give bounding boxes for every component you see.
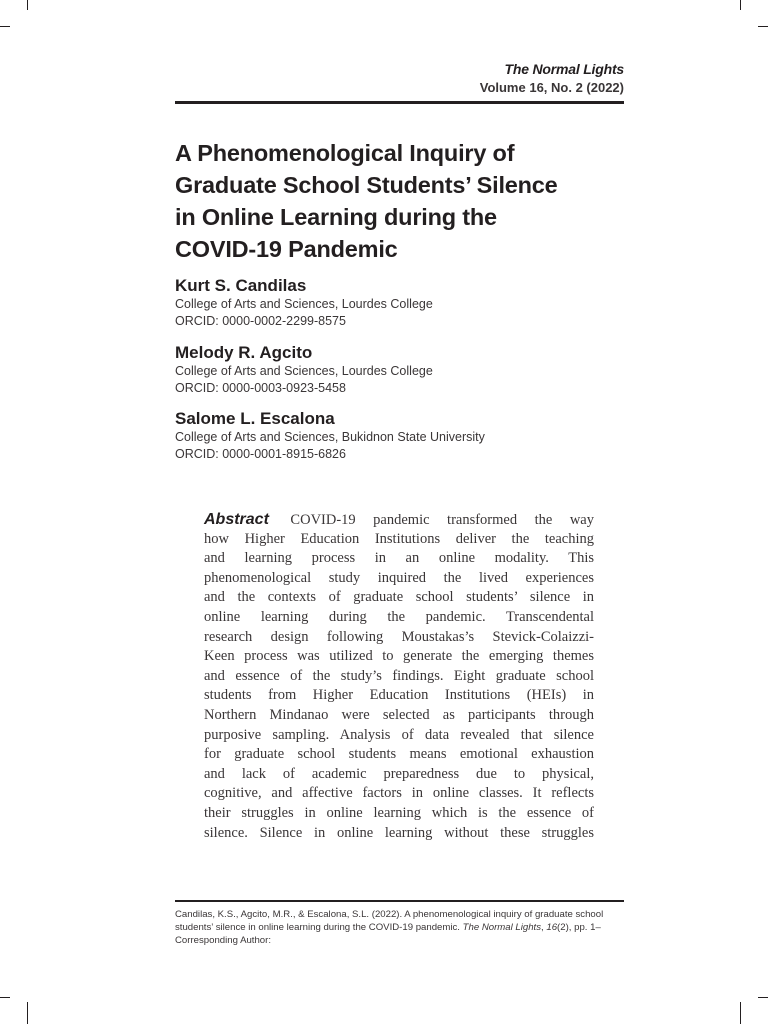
crop-mark-top-right-v [740,0,741,10]
abstract-line: cognitive, and affective factors in online classes. It reflects [204,785,594,802]
volume-issue: Volume 16, No. 2 (2022) [479,80,624,95]
abstract-line: and learning process in an online modality. This [204,550,594,567]
crop-mark-top-left-v [27,0,28,10]
crop-mark-top-right-h [758,26,768,27]
abstract-line: and essence of the study’s findings. Eight graduate school [204,667,594,684]
abstract-line: students from Higher Education Institutions (HEIs) in [204,687,594,704]
abstract [204,510,594,843]
citation-journal: The Normal Lights [462,922,542,933]
citation-line: Candilas, K.S., Agcito, M.R., & Escalona, S.L. (2022). A phenomenological inquiry of graduate school [175,909,604,920]
author-orcid: ORCID: 0000-0002-2299-8575 [175,314,346,328]
abstract-line: Keen process was utilized to generate the emerging themes [204,648,594,665]
crop-mark-bottom-right-h [758,997,768,998]
author-name: Salome L. Escalona [175,409,335,428]
corresponding-author: Corresponding Author: [175,935,271,946]
abstract-text: COVID-19 pandemic transformed the way [290,512,594,528]
abstract-line: Northern Mindanao were selected as participants through [204,706,594,723]
crop-mark-top-left-h [0,26,10,27]
author-name: Kurt S. Candilas [175,276,307,295]
abstract-line: research design following Moustakas’s Stevick-Colaizzi- [204,628,594,645]
header-rule [175,101,624,104]
crop-mark-bottom-left-v [27,1002,28,1024]
citation-footnote [175,908,627,947]
title-line: Graduate School Students’ Silence [175,172,558,198]
author-orcid: ORCID: 0000-0001-8915-6826 [175,447,346,461]
footer-rule [175,900,624,902]
abstract-label: Abstract [204,511,269,528]
author-name: Melody R. Agcito [175,343,313,362]
abstract-line: their struggles in online learning which is the essence of [204,804,594,821]
journal-name: The Normal Lights [504,61,624,77]
author-block [175,409,635,463]
citation-issue-pages: (2), pp. 1– [557,922,601,933]
abstract-line: silence. Silence in online learning without these struggles [204,824,594,841]
citation-text: students’ silence in online learning during the COVID-19 pandemic. [175,922,460,933]
crop-mark-bottom-left-h [0,997,10,998]
author-affiliation: College of Arts and Sciences, Lourdes College [175,364,433,378]
title-line: in Online Learning during the [175,204,497,230]
abstract-line: phenomenological study inquired the lived experiences [204,569,594,586]
abstract-line: for graduate school students means emotional exhaustion [204,746,594,763]
crop-mark-bottom-right-v [740,1002,741,1024]
abstract-line: and lack of academic preparedness due to physical, [204,765,594,782]
title-line: A Phenomenological Inquiry of [175,140,515,166]
citation-line: students’ silence in online learning during the COVID-19 pandemic. The Normal Lights, 16(2), pp. 1– [175,922,601,933]
citation-volume: 16 [546,922,558,933]
abstract-line: purposive sampling. Analysis of data revealed that silence [204,726,594,743]
article-title [175,137,635,265]
title-line: COVID-19 Pandemic [175,236,398,262]
abstract-line [204,510,594,530]
author-orcid: ORCID: 0000-0003-0923-5458 [175,381,346,395]
author-affiliation: College of Arts and Sciences, Lourdes College [175,297,433,311]
author-block [175,343,635,397]
abstract-line: online learning during the pandemic. Transcendental [204,608,594,625]
author-block [175,276,635,330]
author-affiliation: College of Arts and Sciences, Bukidnon State University [175,430,485,444]
abstract-line: how Higher Education Institutions deliver the teaching [204,530,594,547]
abstract-line: and the contexts of graduate school students’ silence in [204,589,594,606]
